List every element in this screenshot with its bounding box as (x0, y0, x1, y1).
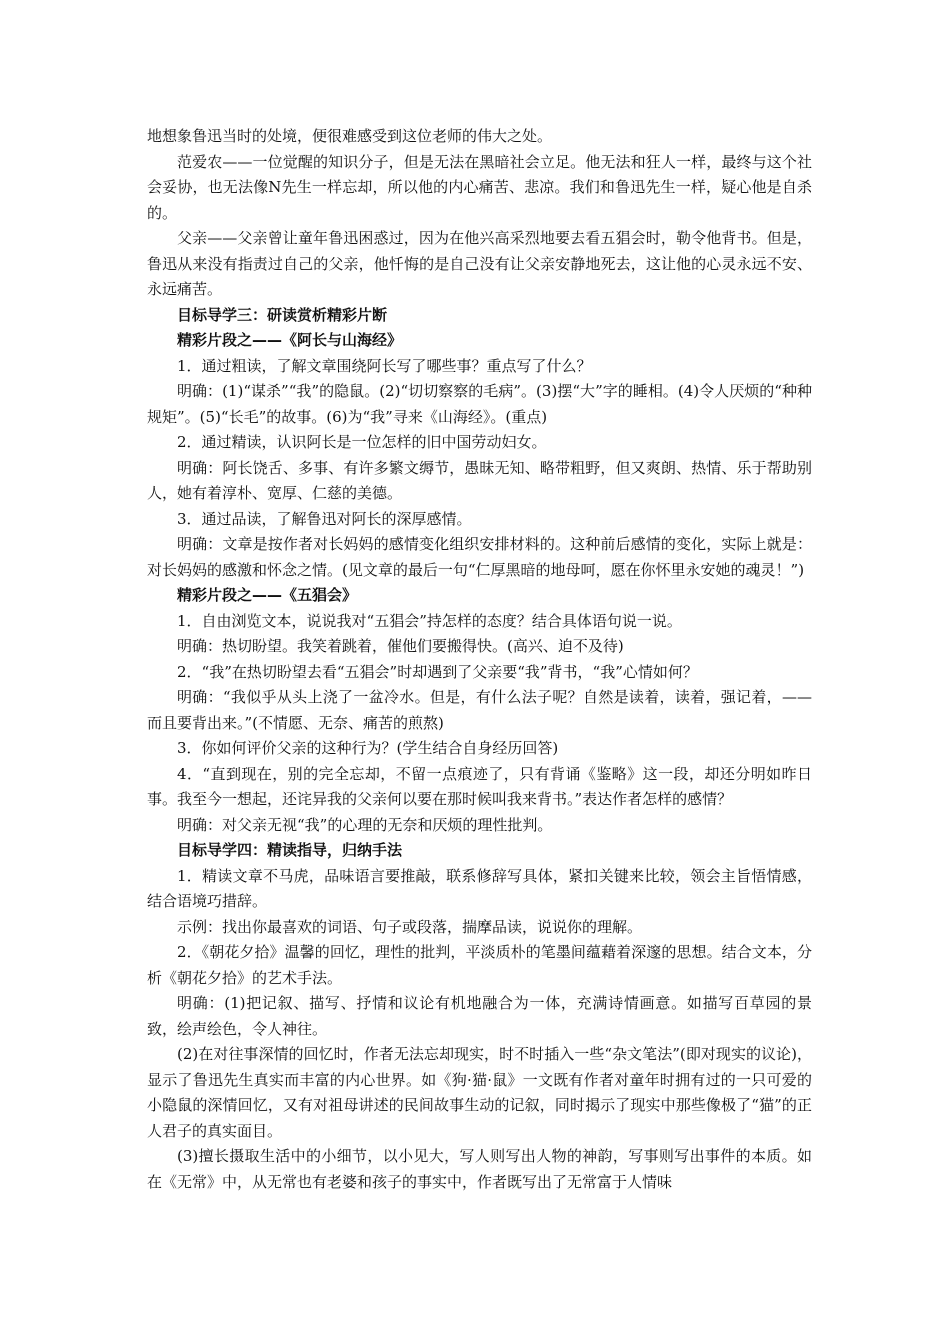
body-paragraph: 明确：“我似乎从头上浇了一盆冷水。但是，有什么法子呢？自然是读着，读着，强记着，——而且要背出来。”(不情愿、无奈、痛苦的煎熬) (147, 688, 812, 732)
body-paragraph: 1．自由浏览文本，说说我对“五猖会”持怎样的态度？结合具体语句说一说。 (177, 611, 682, 630)
body-paragraph: 1．精读文章不马虎，品味语言要推敲，联系修辞写具体，紧扣关键来比较，领会主旨悟情感，结合语境巧措辞。 (147, 866, 812, 910)
section-heading: 目标导学三：研读赏析精彩片断 (177, 305, 388, 324)
section-heading: 精彩片段之——《阿长与山海经》 (177, 331, 403, 349)
body-paragraph: 明确：文章是按作者对长妈妈的感情变化组织安排材料的。这种前后感情的变化，实际上就是：对长妈妈的感激和怀念之情。(见文章的最后一句“仁厚黑暗的地母呵，愿在你怀里永安她的魂灵！”) (147, 535, 812, 579)
body-paragraph: 3．你如何评价父亲的这种行为？(学生结合自身经历回答) (177, 739, 559, 757)
body-paragraph: 4．“直到现在，别的完全忘却，不留一点痕迹了，只有背诵《鉴略》这一段，却还分明如昨日事。我至今一想起，还诧异我的父亲何以要在那时候叫我来背书。”表达作者怎样的感情？ (147, 764, 812, 808)
body-paragraph: (3)擅长摄取生活中的小细节，以小见大，写人则写出人物的神韵，写事则写出事件的本质。如在《无常》中，从无常也有老婆和孩子的事实中，作者既写出了无常富于人情味 (147, 1147, 812, 1191)
body-paragraph: 明确：对父亲无视“我”的心理的无奈和厌烦的理性批判。 (177, 815, 553, 834)
body-paragraph: 地想象鲁迅当时的处境，便很难感受到这位老师的伟大之处。 (147, 127, 553, 145)
body-paragraph: 示例：找出你最喜欢的词语、句子或段落，揣摩品读，说说你的理解。 (177, 917, 643, 936)
body-paragraph: 范爱农——一位觉醒的知识分子，但是无法在黑暗社会立足。他无法和狂人一样，最终与这个社会妥协，也无法像N先生一样忘却，所以他的内心痛苦、悲凉。我们和鲁迅先生一样，疑心他是自杀的。 (147, 152, 812, 222)
body-paragraph: 明确：热切盼望。我笑着跳着，催他们要搬得快。(高兴、迫不及待) (177, 637, 624, 655)
body-paragraph: 明确：(1)“谋杀”“我”的隐鼠。(2)“切切察察的毛病”。(3)摆“大”字的睡相。(4)令人厌烦的“种种规矩”。(5)“长毛”的故事。(6)为“我”寻来《山海经》。(重点) (147, 382, 812, 426)
body-paragraph: 3．通过品读，了解鲁迅对阿长的深厚感情。 (177, 509, 472, 528)
section-heading: 精彩片段之——《五猖会》 (177, 586, 358, 604)
section-heading: 目标导学四：精读指导，归纳手法 (177, 841, 403, 859)
body-paragraph: 1．通过粗读，了解文章围绕阿长写了哪些事？重点写了什么？ (177, 356, 592, 375)
body-paragraph: 2．“我”在热切盼望去看“五猖会”时却遇到了父亲要“我”背书，“我”心情如何？ (177, 662, 698, 681)
body-paragraph: 2．《朝花夕拾》温馨的回忆，理性的批判，平淡质朴的笔墨间蕴藉着深邃的思想。结合文本，分析《朝花夕拾》的艺术手法。 (147, 943, 812, 987)
body-paragraph: 父亲——父亲曾让童年鲁迅困惑过，因为在他兴高采烈地要去看五猖会时，勒令他背书。但是，鲁迅从来没有指责过自己的父亲，他忏悔的是自己没有让父亲安静地死去，这让他的心灵永远不安、永远痛苦。 (147, 229, 812, 298)
body-paragraph: 明确：阿长饶舌、多事、有许多繁文缛节，愚昧无知、略带粗野，但又爽朗、热情、乐于帮助别人，她有着淳朴、宽厚、仁慈的美德。 (147, 458, 812, 502)
document-page (147, 124, 812, 1195)
body-paragraph: 2．通过精读，认识阿长是一位怎样的旧中国劳动妇女。 (177, 433, 547, 451)
body-paragraph: (2)在对往事深情的回忆时，作者无法忘却现实，时不时插入一些“杂文笔法”(即对现实的议论)，显示了鲁迅先生真实而丰富的内心世界。如《狗·猫·鼠》一文既有作者对童年时拥有过的一只可爱的小隐鼠的深情回忆，又有对祖母讲述的民间故事生动的记叙，同时揭示了现实中那些像极了“猫”的正人君子的真实面目。 (147, 1045, 812, 1140)
body-paragraph: 明确：(1)把记叙、描写、抒情和议论有机地融合为一体，充满诗情画意。如描写百草园的景致，绘声绘色，令人神往。 (147, 994, 812, 1038)
